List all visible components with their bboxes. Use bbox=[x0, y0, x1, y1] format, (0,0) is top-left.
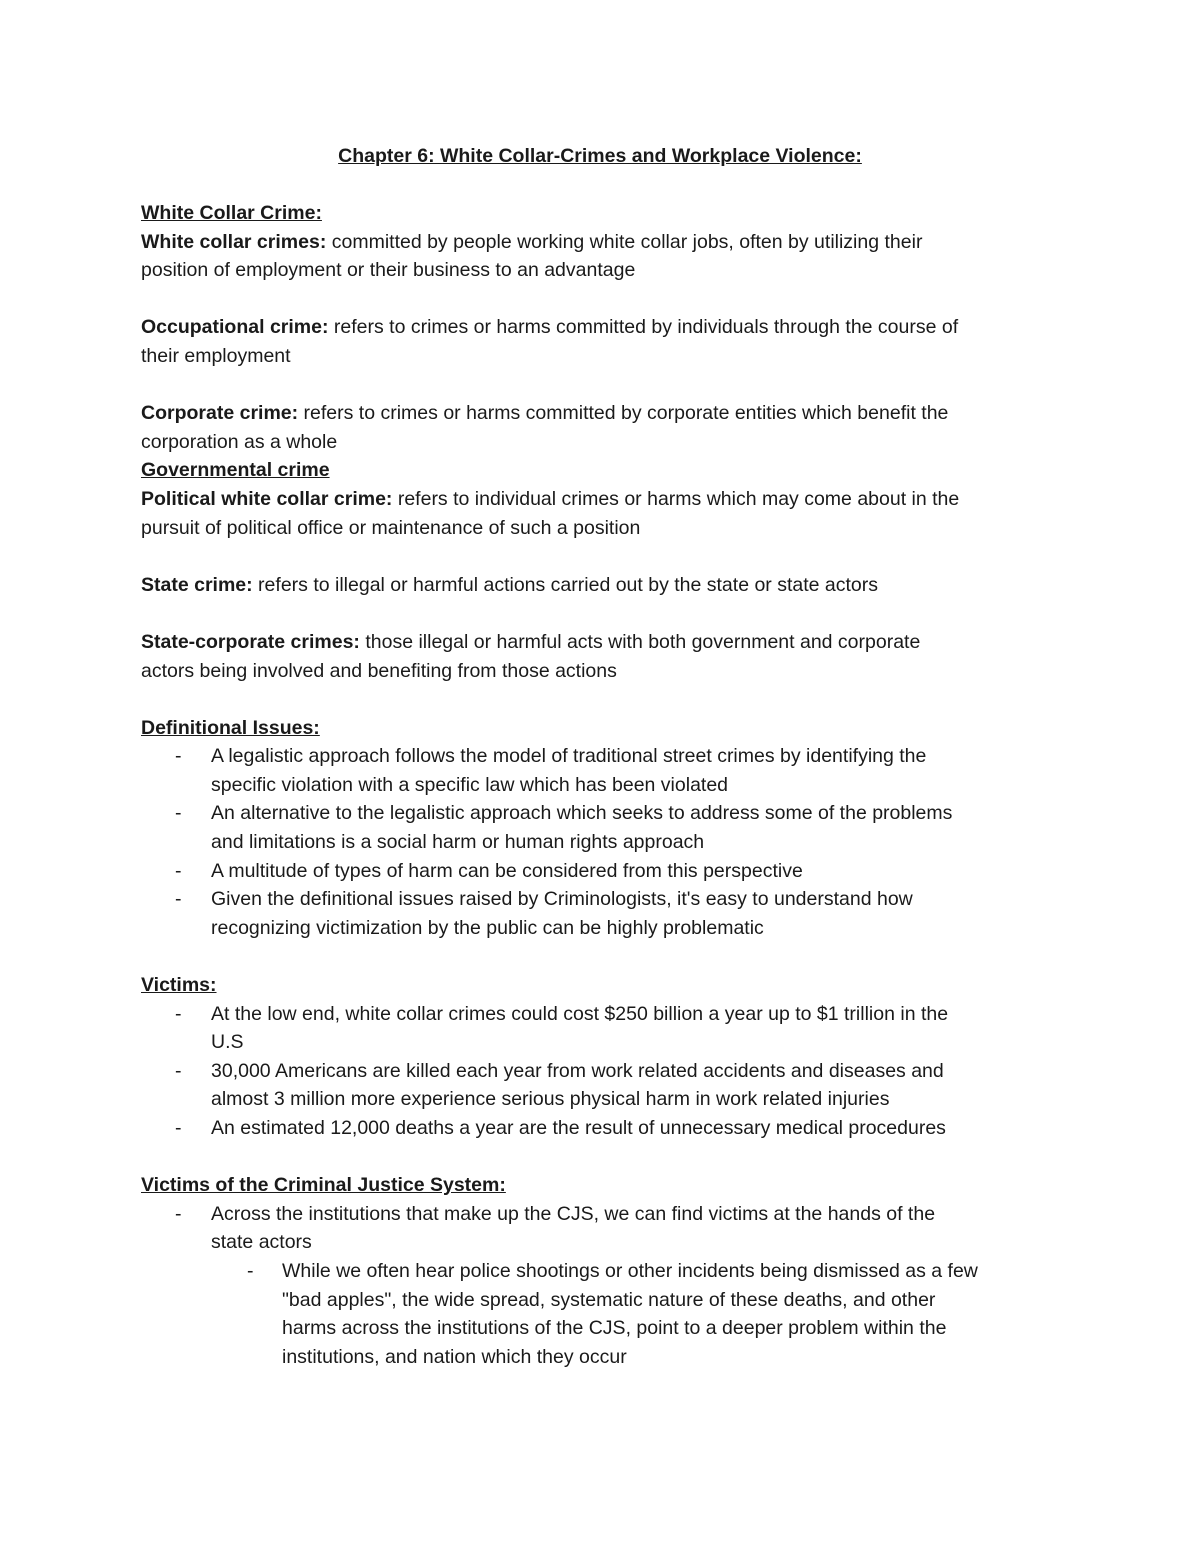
definition-corporate-crime bbox=[141, 399, 1061, 456]
section-heading-victims: Victims: bbox=[141, 974, 217, 997]
bullet-item bbox=[141, 742, 1061, 799]
bullet-text: An alternative to the legalistic approach which seeks to address some of the problems bbox=[211, 802, 953, 825]
section-heading-definitional-issues: Definitional Issues: bbox=[141, 716, 320, 739]
definition-term: Political white collar crime: bbox=[141, 487, 393, 510]
bullet-marker: - bbox=[175, 745, 182, 768]
definition-text-continued: position of employment or their business to an advantage bbox=[141, 259, 636, 282]
definition-text: refers to crimes or harms committed by individuals through the course of bbox=[328, 316, 959, 339]
bullet-text: Given the definitional issues raised by Criminologists, it's easy to understand how bbox=[211, 888, 913, 911]
bullet-text: Across the institutions that make up the CJS, we can find victims at the hands of the bbox=[211, 1202, 936, 1225]
definition-term: White collar crimes: bbox=[141, 230, 327, 253]
definition-text: refers to individual crimes or harms which may come about in the bbox=[392, 487, 960, 510]
bullet-text-continued: recognizing victimization by the public can be highly problematic bbox=[211, 916, 764, 939]
definition-term: State crime: bbox=[141, 573, 253, 596]
document-title: Chapter 6: White Collar-Crimes and Workplace Violence: bbox=[338, 145, 862, 167]
definition-term: State-corporate crimes: bbox=[141, 630, 360, 653]
definition-term: Corporate crime: bbox=[141, 402, 299, 425]
bullet-text: 30,000 Americans are killed each year from work related accidents and diseases and bbox=[211, 1059, 944, 1082]
bullet-text-continued: state actors bbox=[211, 1231, 312, 1254]
subheading-governmental-crime: Governmental crime bbox=[141, 459, 330, 482]
bullet-text: A legalistic approach follows the model of traditional street crimes by identifying the bbox=[211, 745, 927, 768]
bullet-text-continued: and limitations is a social harm or human rights approach bbox=[211, 831, 705, 854]
bullet-item bbox=[141, 1057, 1061, 1114]
bullet-marker: - bbox=[175, 1202, 182, 1225]
definition-white-collar-crimes bbox=[141, 228, 1061, 285]
bullet-text-continued: almost 3 million more experience serious physical harm in work related injuries bbox=[211, 1088, 890, 1111]
definition-political-white-collar-crime bbox=[141, 485, 1061, 542]
bullet-text: A multitude of types of harm can be considered from this perspective bbox=[211, 859, 803, 882]
sub-bullet-text: While we often hear police shootings or other incidents being dismissed as a few bbox=[282, 1259, 978, 1282]
definition-text-continued: actors being involved and benefiting from those actions bbox=[141, 659, 617, 682]
bullet-item bbox=[141, 1200, 1061, 1372]
bullet-marker: - bbox=[175, 888, 182, 911]
definition-text-continued: pursuit of political office or maintenance of such a position bbox=[141, 516, 641, 539]
bullet-marker: - bbox=[175, 859, 182, 882]
definition-term: Occupational crime: bbox=[141, 316, 329, 339]
bullet-text: An estimated 12,000 deaths a year are the result of unnecessary medical procedures bbox=[211, 1117, 946, 1139]
definition-text: committed by people working white collar jobs, often by utilizing their bbox=[326, 230, 923, 253]
bullet-text: At the low end, white collar crimes could cost $250 billion a year up to $1 trillion in the bbox=[211, 1002, 949, 1025]
bullet-marker: - bbox=[175, 802, 182, 825]
bullet-text-continued: U.S bbox=[211, 1031, 244, 1054]
bullet-marker: - bbox=[247, 1259, 254, 1282]
section-heading-white-collar: White Collar Crime: bbox=[141, 202, 322, 224]
bullet-item bbox=[141, 885, 1061, 942]
sub-bullet-text-continued: institutions, and nation which they occur bbox=[282, 1345, 627, 1368]
sub-bullet-text-continued: "bad apples", the wide spread, systematic nature of these deaths, and other bbox=[282, 1288, 936, 1311]
sub-bullet-text-continued: harms across the institutions of the CJS, point to a deeper problem within the bbox=[282, 1317, 947, 1340]
definition-text-continued: their employment bbox=[141, 344, 291, 367]
definition-text: refers to illegal or harmful actions carried out by the state or state actors bbox=[252, 573, 879, 596]
bullet-item bbox=[141, 799, 1061, 856]
document-body bbox=[141, 199, 1061, 1371]
section-heading-victims-cjs: Victims of the Criminal Justice System: bbox=[141, 1174, 506, 1197]
bullet-item bbox=[141, 857, 1061, 886]
definition-state-corporate-crimes bbox=[141, 628, 1061, 685]
sub-bullet-item bbox=[141, 1257, 1061, 1371]
definition-text: those illegal or harmful acts with both government and corporate bbox=[359, 630, 921, 653]
bullet-text-continued: specific violation with a specific law which has been violated bbox=[211, 773, 729, 796]
definition-text: refers to crimes or harms committed by corporate entities which benefit the bbox=[298, 402, 949, 425]
bullet-marker: - bbox=[175, 1002, 182, 1025]
definition-text-continued: corporation as a whole bbox=[141, 430, 338, 453]
bullet-item bbox=[141, 1114, 1061, 1143]
bullet-marker: - bbox=[175, 1059, 182, 1082]
definition-state-crime bbox=[141, 571, 1061, 600]
bullet-item bbox=[141, 1000, 1061, 1057]
bullet-marker: - bbox=[175, 1117, 182, 1139]
definition-occupational-crime bbox=[141, 313, 1061, 370]
